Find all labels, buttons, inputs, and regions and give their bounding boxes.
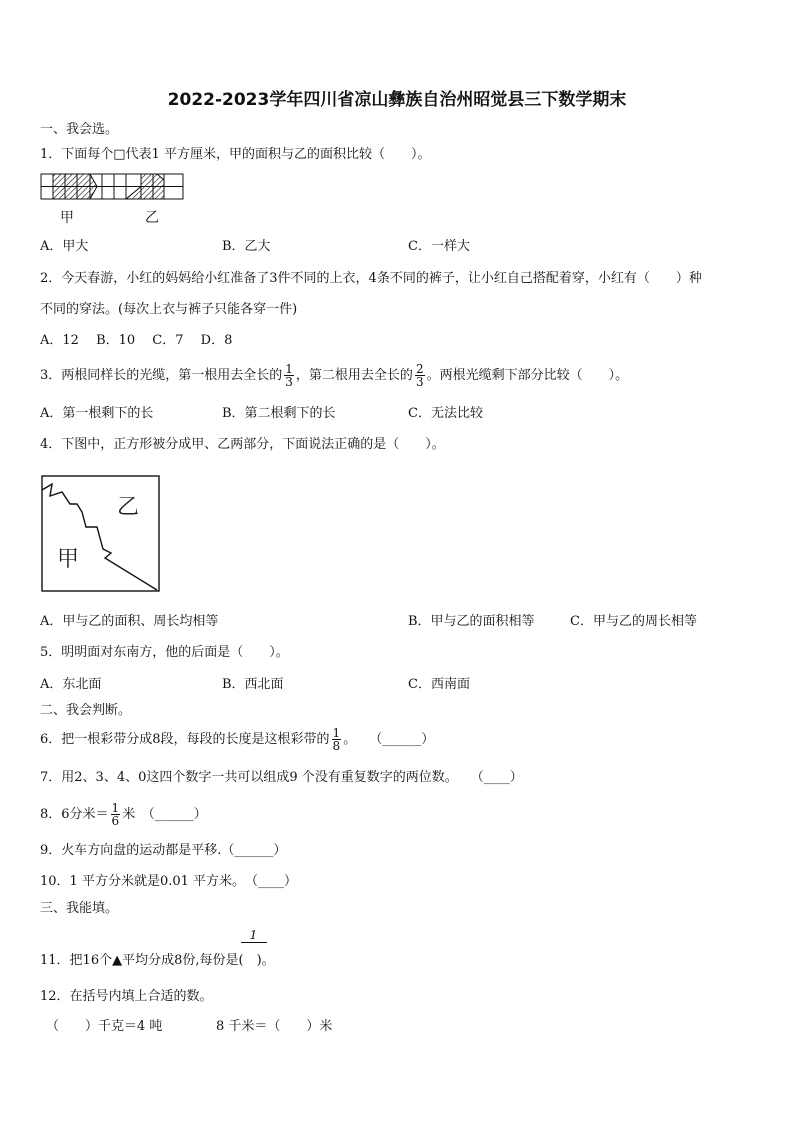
q11-fraction-denominator: ( ) (238, 953, 262, 968)
q5-option-a: A．东北面 (40, 677, 102, 692)
question-8 (40, 800, 207, 830)
q2-options: A．12 B．10 C．7 D．8 (40, 333, 233, 348)
section-heading-1: 一、我会选。 (40, 122, 119, 137)
q8-fraction (111, 802, 121, 827)
section-heading-2: 二、我会判断。 (40, 703, 132, 718)
question-3-stem (40, 361, 628, 391)
question-7: 7．用2、3、4、0这四个数字一共可以组成9 个没有重复数字的两位数。 （____） (40, 770, 523, 785)
page-title: 2022-2023学年四川省凉山彝族自治州昭觉县三下数学期末 (167, 90, 627, 110)
q8-text-part1: 8．6分米＝ (40, 807, 109, 822)
question-9: 9．火车方向盘的运动都是平移.（______） (40, 843, 287, 858)
q5-option-b: B．西北面 (222, 677, 284, 692)
q6-fraction (332, 727, 342, 752)
q4-option-b: B．甲与乙的面积相等 (408, 614, 535, 629)
question-2-stem-line2: 不同的穿法。(每次上衣与裤子只能各穿一件) (40, 302, 298, 317)
q8-text-part2: 米 （______） (122, 807, 207, 822)
section-heading-3: 三、我能填。 (40, 901, 119, 916)
q12-item-right: 8 千米＝（ ）米 (216, 1019, 333, 1034)
q6-text-part2: 。 （______） (343, 732, 435, 747)
q1-option-a: A．甲大 (40, 239, 89, 254)
q5-option-c: C．西南面 (408, 677, 470, 692)
q3-fraction-1-numerator: 1 (285, 362, 293, 376)
question-6 (40, 725, 434, 755)
question-1-stem: 1．下面每个□代表1 平方厘米，甲的面积与乙的面积比较（ ）。 (40, 147, 431, 162)
q3-fraction-2 (415, 363, 425, 388)
q3-fraction-1 (284, 363, 294, 388)
q1-label-jia: 甲 (60, 210, 74, 226)
q3-text-part3: 。两根光缆剩下部分比较（ ）。 (426, 368, 629, 383)
q4-label-yi: 乙 (117, 495, 140, 520)
q3-option-a: A．第一根剩下的长 (40, 406, 154, 421)
q4-square-figure (40, 474, 162, 594)
question-12-stem: 12．在括号内填上合适的数。 (40, 989, 213, 1004)
q3-text-part1: 3．两根同样长的光缆，第一根用去全长的 (40, 368, 283, 383)
question-4-stem: 4．下图中，正方形被分成甲、乙两部分，下面说法正确的是（ ）。 (40, 437, 445, 452)
q1-option-b: B．乙大 (222, 239, 271, 254)
q12-item-left: （ ）千克＝4 吨 (46, 1019, 163, 1034)
q3-fraction-2-numerator: 2 (415, 362, 424, 376)
q3-option-c: C．无法比较 (408, 406, 483, 421)
q3-option-b: B．第二根剩下的长 (222, 406, 336, 421)
q11-text-part2: 。 (261, 953, 275, 968)
q11-fraction (238, 928, 262, 970)
q11-text-part1: 11．把16个▲平均分成8份,每份是 (40, 953, 239, 968)
question-11 (40, 928, 275, 970)
q1-grid-figure (40, 172, 190, 202)
q6-fraction-denominator: 8 (332, 739, 341, 753)
question-2-stem-line1: 2．今天春游，小红的妈妈给小红准备了3件不同的上衣，4条不同的裤子，让小红自己搭配着穿，小红有（ ）种 (40, 271, 702, 286)
q6-text-part1: 6．把一根彩带分成8段，每段的长度是这根彩带的 (40, 732, 330, 747)
q4-label-jia: 甲 (57, 547, 80, 572)
q3-text-part2: ，第二根用去全长的 (295, 368, 413, 383)
q11-fraction-numerator: 1 (241, 928, 267, 943)
q1-label-yi: 乙 (145, 210, 159, 226)
q4-option-c: C．甲与乙的周长相等 (570, 614, 697, 629)
q1-option-c: C．一样大 (408, 239, 470, 254)
q3-fraction-2-denominator: 3 (415, 375, 424, 389)
q4-option-a: A．甲与乙的面积、周长均相等 (40, 614, 219, 629)
q8-fraction-numerator: 1 (111, 801, 120, 815)
q6-fraction-numerator: 1 (332, 726, 341, 740)
question-5-stem: 5．明明面对东南方，他的后面是（ ）。 (40, 645, 289, 660)
q3-fraction-1-denominator: 3 (285, 375, 293, 389)
question-10: 10．1 平方分米就是0.01 平方米。 （____） (40, 874, 298, 889)
q8-fraction-denominator: 6 (111, 814, 120, 828)
